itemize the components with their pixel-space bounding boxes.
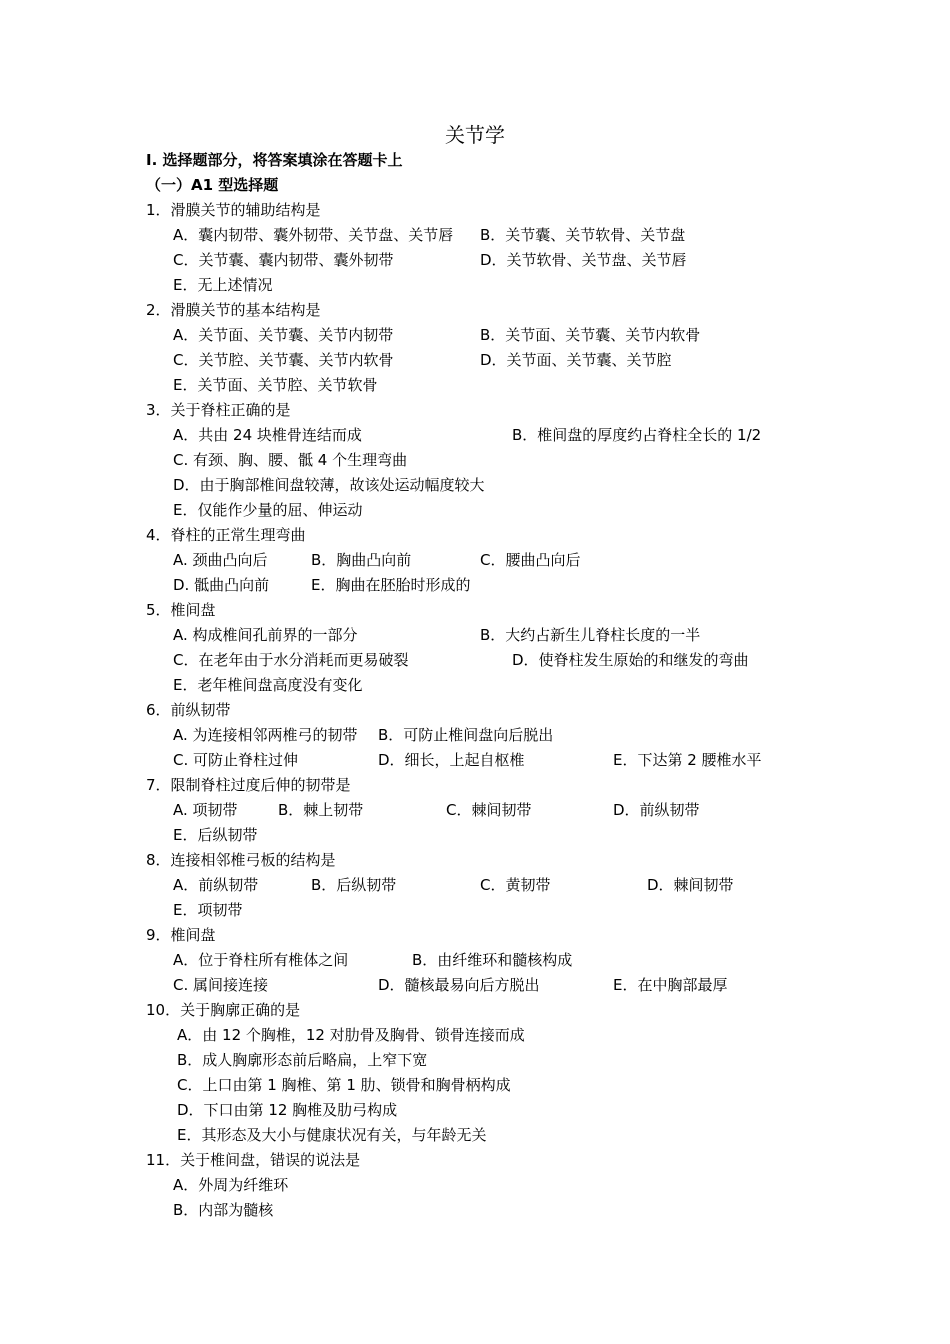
question-stem: 8．连接相邻椎弓板的结构是	[146, 851, 336, 869]
option-c: C．上口由第 1 胸椎、第 1 肋、锁骨和胸骨柄构成	[177, 1076, 511, 1094]
question-stem: 4．脊柱的正常生理弯曲	[146, 526, 306, 544]
option-b: B．内部为髓核	[173, 1201, 274, 1219]
option-a: A．共由 24 块椎骨连结而成	[173, 426, 362, 444]
option-b: B．棘上韧带	[278, 801, 364, 819]
option-e: E．下达第 2 腰椎水平	[613, 751, 762, 769]
option-a: A．囊内韧带、囊外韧带、关节盘、关节唇	[173, 226, 454, 244]
option-d: D．关节面、关节囊、关节腔	[480, 351, 672, 369]
option-c: C．在老年由于水分消耗而更易破裂	[173, 651, 409, 669]
option-e: E．项韧带	[173, 901, 243, 919]
option-d: D．髓核最易向后方脱出	[378, 976, 540, 994]
option-d: D．下口由第 12 胸椎及肋弓构成	[177, 1101, 398, 1119]
page-title: 关节学	[445, 123, 505, 147]
question-stem: 5．椎间盘	[146, 601, 216, 619]
option-a: A．前纵韧带	[173, 876, 259, 894]
option-a: A. 颈曲凸向后	[173, 551, 268, 569]
option-d: D．关节软骨、关节盘、关节唇	[480, 251, 687, 269]
option-c: C．腰曲凸向后	[480, 551, 581, 569]
option-b: B．关节面、关节囊、关节内软骨	[480, 326, 701, 344]
option-b: B．大约占新生儿脊柱长度的一半	[480, 626, 701, 644]
option-b: B．椎间盘的厚度约占脊柱全长的 1/2	[512, 426, 762, 444]
question-stem: 1．滑膜关节的辅助结构是	[146, 201, 321, 219]
option-a: A．位于脊柱所有椎体之间	[173, 951, 349, 969]
option-a: A．外周为纤维环	[173, 1176, 289, 1194]
question-stem: 7．限制脊柱过度后伸的韧带是	[146, 776, 351, 794]
option-b: B．成人胸廓形态前后略扁，上窄下宽	[177, 1051, 428, 1069]
part-heading: Ⅰ. 选择题部分，将答案填涂在答题卡上	[146, 151, 403, 169]
option-d: D．细长，上起自枢椎	[378, 751, 525, 769]
question-stem: 10．关于胸廓正确的是	[146, 1001, 301, 1019]
option-a: A．关节面、关节囊、关节内韧带	[173, 326, 394, 344]
option-e: E．在中胸部最厚	[613, 976, 728, 994]
option-d: D. 骶曲凸向前	[173, 576, 270, 594]
option-c: C. 可防止脊柱过伸	[173, 751, 299, 769]
option-b: B．后纵韧带	[311, 876, 397, 894]
option-d: D．棘间韧带	[647, 876, 734, 894]
option-a: A．由 12 个胸椎，12 对肋骨及胸骨、锁骨连接而成	[177, 1026, 525, 1044]
option-e: E．关节面、关节腔、关节软骨	[173, 376, 378, 394]
option-c: C．关节腔、关节囊、关节内软骨	[173, 351, 394, 369]
option-c: C. 属间接连接	[173, 976, 269, 994]
question-stem: 9．椎间盘	[146, 926, 216, 944]
option-b: B．关节囊、关节软骨、关节盘	[480, 226, 686, 244]
question-stem: 2．滑膜关节的基本结构是	[146, 301, 321, 319]
question-stem: 3．关于脊柱正确的是	[146, 401, 291, 419]
option-a: A. 构成椎间孔前界的一部分	[173, 626, 358, 644]
option-e: E．其形态及大小与健康状况有关，与年龄无关	[177, 1126, 487, 1144]
question-stem: 11．关于椎间盘，错误的说法是	[146, 1151, 361, 1169]
option-a: A. 为连接相邻两椎弓的韧带	[173, 726, 358, 744]
option-c: C. 有颈、胸、腰、骶 4 个生理弯曲	[173, 451, 408, 469]
question-stem: 6．前纵韧带	[146, 701, 231, 719]
option-b: B．由纤维环和髓核构成	[412, 951, 573, 969]
option-e: E．胸曲在胚胎时形成的	[311, 576, 471, 594]
option-e: E．老年椎间盘高度没有变化	[173, 676, 363, 694]
option-e: E．无上述情况	[173, 276, 273, 294]
option-c: C．棘间韧带	[446, 801, 532, 819]
option-b: B．胸曲凸向前	[311, 551, 412, 569]
option-e: E．仅能作少量的屈、伸运动	[173, 501, 363, 519]
option-a: A. 项韧带	[173, 801, 238, 819]
option-c: C．黄韧带	[480, 876, 551, 894]
option-b: B．可防止椎间盘向后脱出	[378, 726, 554, 744]
option-c: C．关节囊、囊内韧带、囊外韧带	[173, 251, 394, 269]
option-e: E．后纵韧带	[173, 826, 258, 844]
option-d: D．使脊柱发生原始的和继发的弯曲	[512, 651, 749, 669]
option-d: D．前纵韧带	[613, 801, 700, 819]
option-d: D．由于胸部椎间盘较薄，故该处运动幅度较大	[173, 476, 485, 494]
section-heading: （一）A1 型选择题	[146, 176, 279, 194]
